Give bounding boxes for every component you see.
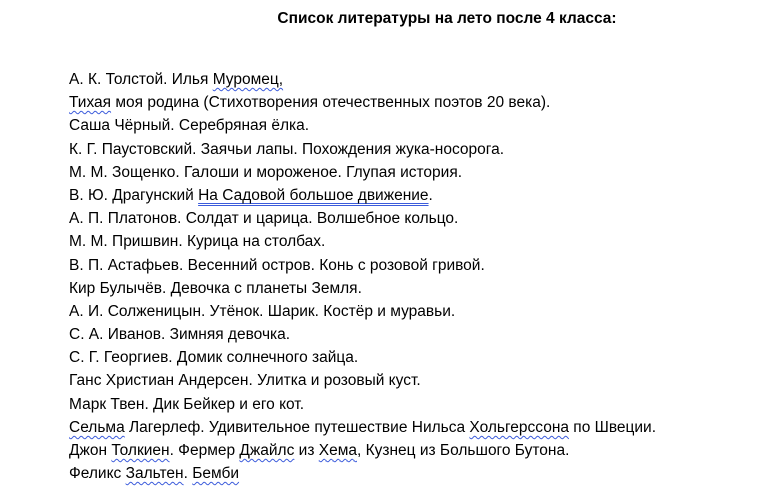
line-text: . [183, 465, 193, 483]
spellcheck-marked-word: Толкиен [111, 442, 170, 459]
line-text: М. М. Зощенко. Галоши и мороженое. Глупая история. [69, 163, 463, 181]
line-text: С. А. Иванов. Зимняя девочка. [69, 326, 291, 344]
book-list-item [69, 393, 656, 416]
spellcheck-marked-word: Зальтен [125, 465, 184, 483]
line-text: М. М. Пришвин. Курица на столбах. [69, 233, 326, 251]
line-text: В. Ю. Драгунский [69, 186, 199, 204]
line-text: Ганс Христиан Андерсен. Улитка и розовый куст. [69, 372, 421, 390]
line-text: С. Г. Георгиев. Домик солнечного зайца. [69, 349, 359, 367]
line-text: , Кузнец из Большого Бутона. [357, 442, 570, 459]
line-text: К. Г. Паустовский. Заячьи лапы. Похождения жука-носорога. [69, 140, 504, 158]
book-list-item [69, 462, 656, 485]
book-list-item [69, 91, 656, 114]
spellcheck-marked-word: Бемби [192, 465, 240, 483]
book-list-item [69, 254, 656, 277]
book-list-item [69, 346, 656, 369]
line-text: А. П. Платонов. Солдат и царица. Волшебное кольцо. [69, 210, 459, 228]
line-text: В. П. Астафьев. Весенний остров. Конь с розовой гривой. [69, 256, 485, 274]
book-list-item [69, 114, 656, 137]
grammar-marked-phrase: На Садовой большое движение [198, 186, 429, 204]
line-text: . [428, 186, 433, 204]
book-list-item [69, 277, 656, 300]
line-text: А. К. Толстой. Илья [69, 71, 213, 88]
book-list-item [69, 416, 656, 439]
spellcheck-marked-word: Хема [318, 442, 357, 459]
spellcheck-marked-word: Сельма [69, 418, 125, 436]
book-list-item [69, 323, 656, 346]
line-text: из [294, 442, 319, 459]
book-list-item [69, 369, 656, 392]
document-title: Список литературы на лето после 4 класса: [277, 10, 617, 27]
line-text: Феликс [69, 465, 126, 483]
line-text: по Швеции. [569, 418, 657, 436]
spellcheck-marked-word: Хольгерссона [469, 418, 569, 436]
book-list-item [69, 184, 656, 207]
spellcheck-marked-word: Джайлс [239, 442, 295, 459]
line-text: Лагерлеф. Удивительное путешествие Нильса [124, 418, 470, 436]
book-list-item [69, 439, 656, 462]
book-list [69, 68, 656, 485]
book-list-item [69, 207, 656, 230]
line-text: А. И. Солженицын. Утёнок. Шарик. Костёр и муравьи. [69, 302, 456, 320]
line-text: моя родина (Стихотворения отечественных поэтов 20 века). [111, 94, 551, 112]
line-text: Марк Твен. Дик Бейкер и его кот. [69, 395, 304, 413]
book-list-item [69, 138, 656, 161]
spellcheck-marked-word: Тихая [69, 94, 112, 112]
line-text: Джон [69, 442, 112, 459]
book-list-item [69, 230, 656, 253]
book-list-item [69, 68, 656, 91]
line-text: Саша Чёрный. Серебряная ёлка. [69, 117, 310, 135]
line-text: Кир Булычёв. Девочка с планеты Земля. [69, 279, 362, 297]
book-list-item [69, 300, 656, 323]
line-text: . Фермер [169, 442, 240, 459]
spellcheck-marked-word: Муромец, [212, 71, 284, 88]
book-list-item [69, 161, 656, 184]
